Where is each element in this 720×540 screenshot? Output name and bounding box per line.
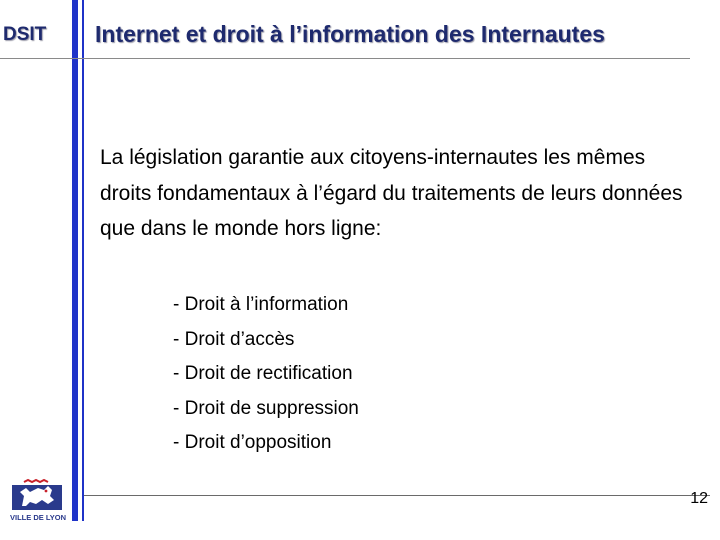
list-item: - Droit d’accès [173, 328, 295, 350]
page-number: 12 [690, 490, 708, 507]
accent-bar-thick [72, 0, 78, 521]
intro-paragraph: La législation garantie aux citoyens-internautes les mêmes droits fondamentaux à l’égard du traitements de leurs données que dans le monde hors ligne: [100, 146, 683, 240]
list-item: - Droit de suppression [173, 397, 359, 419]
lion-logo-icon [8, 476, 68, 524]
accent-bar-thin [82, 0, 84, 521]
footer-divider [84, 495, 710, 496]
slide-title: Internet et droit à l’information des Internautes [95, 21, 605, 47]
header-label: DSIT [3, 24, 47, 45]
rights-list [173, 288, 359, 461]
header-divider [0, 58, 690, 59]
logo-text: VILLE DE LYON [10, 513, 66, 522]
list-item: - Droit d’opposition [173, 432, 332, 453]
list-item: - Droit à l’information [173, 294, 349, 315]
ville-de-lyon-logo [8, 476, 68, 524]
list-item: - Droit de rectification [173, 363, 353, 384]
